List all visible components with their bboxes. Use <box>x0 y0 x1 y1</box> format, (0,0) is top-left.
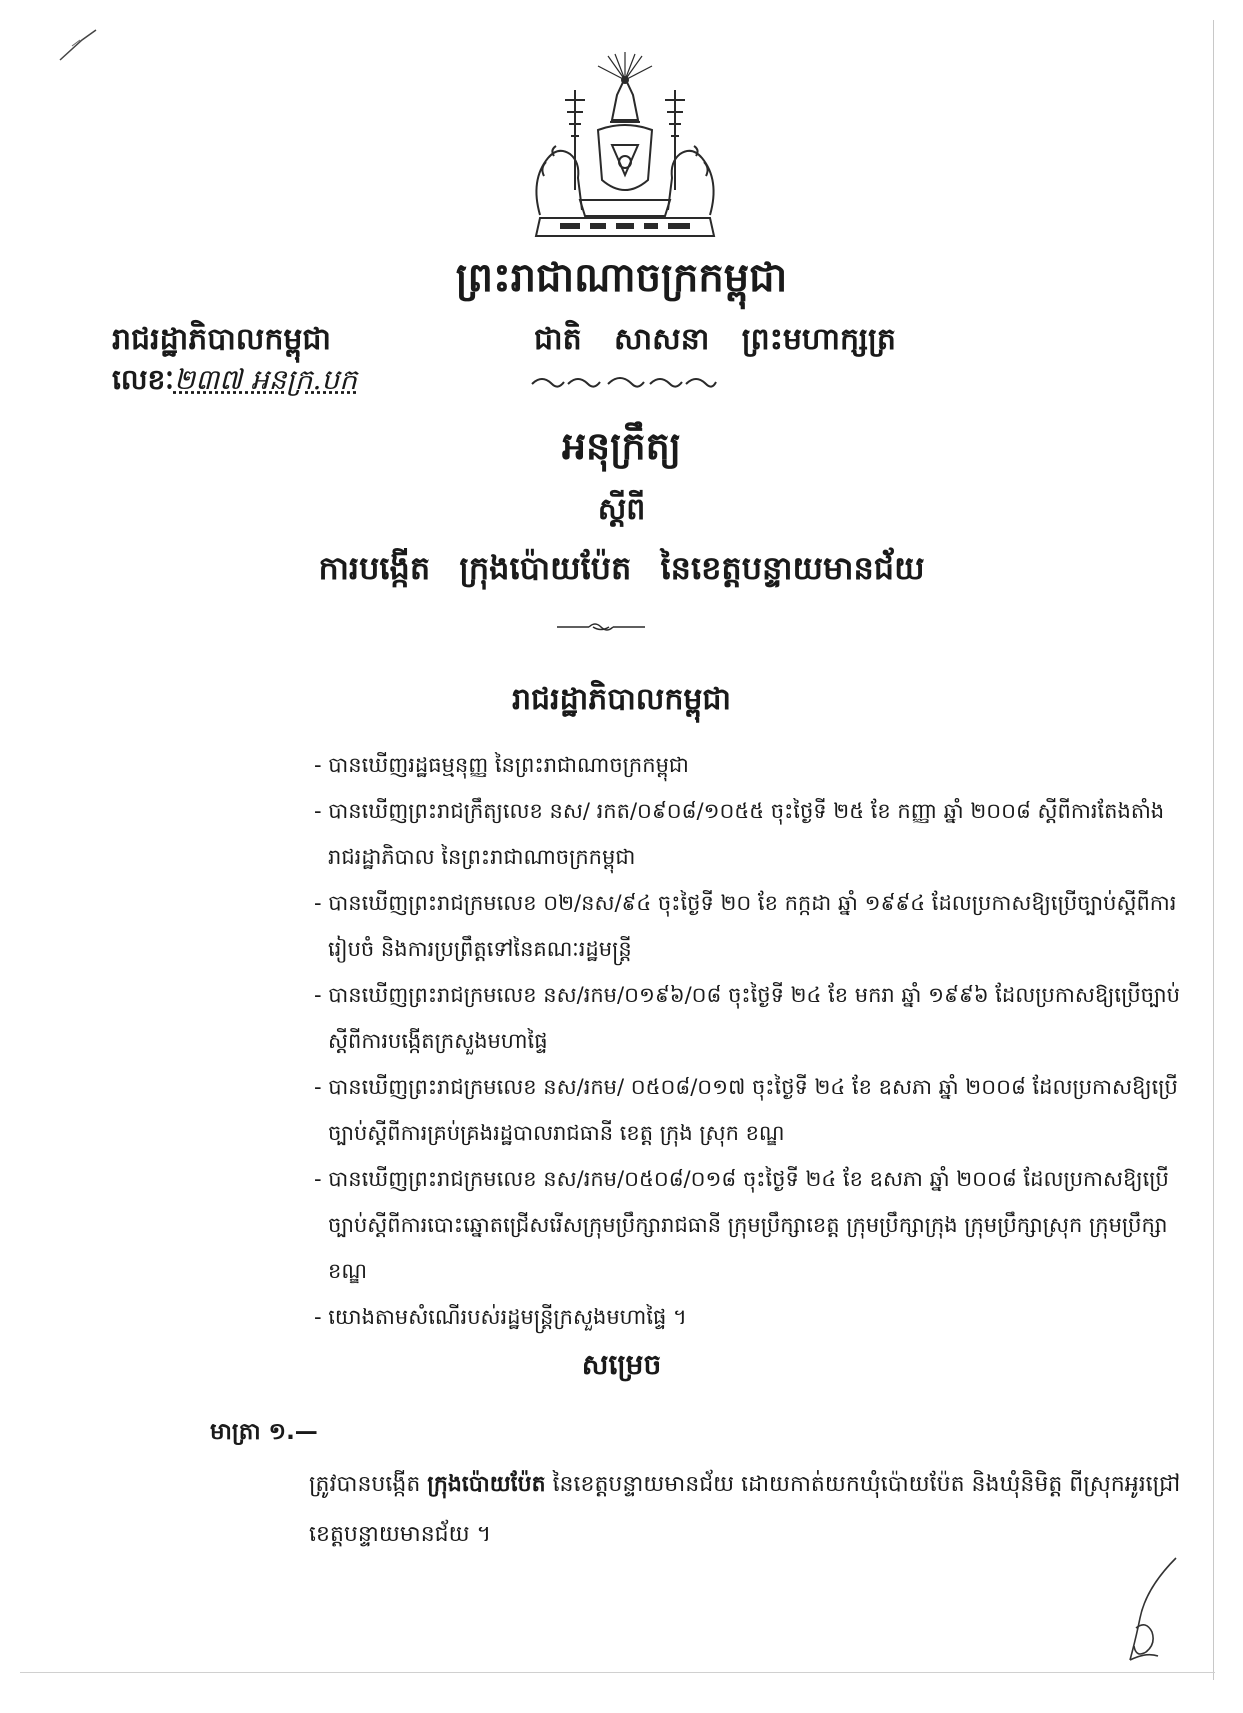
document-about: ស្តីពី <box>597 492 646 527</box>
article-1-highlight: ក្រុងប៉ោយប៉ែត <box>427 1472 546 1497</box>
number-label: លេខៈ <box>112 363 174 396</box>
preamble-item: - បានឃើញព្រះរាជក្រមលេខ ០២/នស/៩៤ ចុះថ្ងៃទី ២០ ខែ កក្កដា ឆ្នាំ ១៩៩៤ ដែលប្រកាសឱ្យប្រើច្បាប់ស្តីពីការរៀបចំ និងការប្រព្រឹត្តទៅនៃគណៈរដ្ឋមន្ត្រី <box>314 891 1177 961</box>
preamble-item: - បានឃើញព្រះរាជក្រឹត្យលេខ នស/ រកត/០៩០៨/១០៥៥ ចុះថ្ងៃទី ២៥ ខែ កញ្ញា ឆ្នាំ ២០០៨ ស្តីពីការតែងតាំងរាជរដ្ឋាភិបាល នៃព្រះរាជាណាចក្រកម្ពុជា <box>314 799 1165 869</box>
document-type: អនុក្រឹត្យ <box>561 424 682 468</box>
issuer-heading: រាជរដ្ឋាភិបាលកម្ពុជា <box>512 682 731 717</box>
initial-signature <box>1106 1548 1206 1668</box>
article-1-text-after: នៃខេត្តបន្ទាយមានជ័យ ដោយកាត់យកឃុំប៉ោយប៉ែត និងឃុំនិមិត្ត ពីស្រុកអូរជ្រៅ ខេត្តបន្ទាយមានជ័យ ។ <box>309 1472 1181 1547</box>
document-number <box>112 362 357 403</box>
preamble-item: - បានឃើញព្រះរាជក្រមលេខ នស/រកម/ ០៥០៨/០១៧ ចុះថ្ងៃទី ២៤ ខែ ឧសភា ឆ្នាំ ២០០៨ ដែលប្រកាសឱ្យប្រើច្បាប់ស្តីពីការគ្រប់គ្រងរដ្ឋបាលរាជធានី ខេត្ត ក្រុង ស្រុក ខណ្ឌ <box>314 1075 1178 1145</box>
preamble-list <box>314 742 1190 1340</box>
number-value: ២៣៧ អនក្រ.បក <box>173 363 357 396</box>
article-1-text-before: ត្រូវបានបង្កើត <box>309 1472 428 1497</box>
article-1-body <box>309 1460 1185 1560</box>
article-1-label: មាត្រា ១.— <box>210 1419 318 1445</box>
kingdom-title: ព្រះរាជាណាចក្រកម្ពុជា <box>455 255 788 301</box>
preamble-item: - បានឃើញព្រះរាជក្រមលេខ នស/រកម/០១៩៦/០៨ ចុះថ្ងៃទី ២៤ ខែ មករា ឆ្នាំ ១៩៩៦ ដែលប្រកាសឱ្យប្រើច្បាប់ស្តីពីការបង្កើតក្រសួងមហាផ្ទៃ <box>314 983 1180 1053</box>
motto-ornament <box>528 370 718 394</box>
pen-mark <box>52 18 112 68</box>
national-motto: ជាតិ សាសនា ព្រះមហាក្សត្រ <box>534 322 896 357</box>
preamble-item: - បានឃើញរដ្ឋធម្មនុញ្ញ នៃព្រះរាជាណាចក្រកម្ពុជា <box>314 753 689 777</box>
decision-heading: សម្រេច <box>581 1348 662 1381</box>
royal-coat-of-arms-emblem <box>520 50 730 240</box>
government-name: រាជរដ្ឋាភិបាលកម្ពុជា <box>112 322 331 357</box>
document-subject: ការបង្កើត ក្រុងប៉ោយប៉ែត នៃខេត្តបន្ទាយមានជ័យ <box>318 549 925 587</box>
preamble-item: - បានឃើញព្រះរាជក្រមលេខ នស/រកម/០៥០៨/០១៨ ចុះថ្ងៃទី ២៤ ខែ ឧសភា ឆ្នាំ ២០០៨ ដែលប្រកាសឱ្យប្រើច្បាប់ស្តីពីការបោះឆ្នោតជ្រើសរើសក្រុមប្រឹក្សារាជធានី ក្រុមប្រឹក្សាខេត្ត ក្រុមប្រឹក្សាក្រុង ក្រុមប្រឹក្សាស្រុក ក្រុមប្រឹក្សាខណ្ឌ <box>314 1167 1169 1283</box>
page-edge-bottom <box>20 1672 1215 1673</box>
section-divider <box>555 620 647 634</box>
preamble-item: - យោងតាមសំណើរបស់រដ្ឋមន្ត្រីក្រសួងមហាផ្ទៃ ។ <box>314 1305 687 1329</box>
